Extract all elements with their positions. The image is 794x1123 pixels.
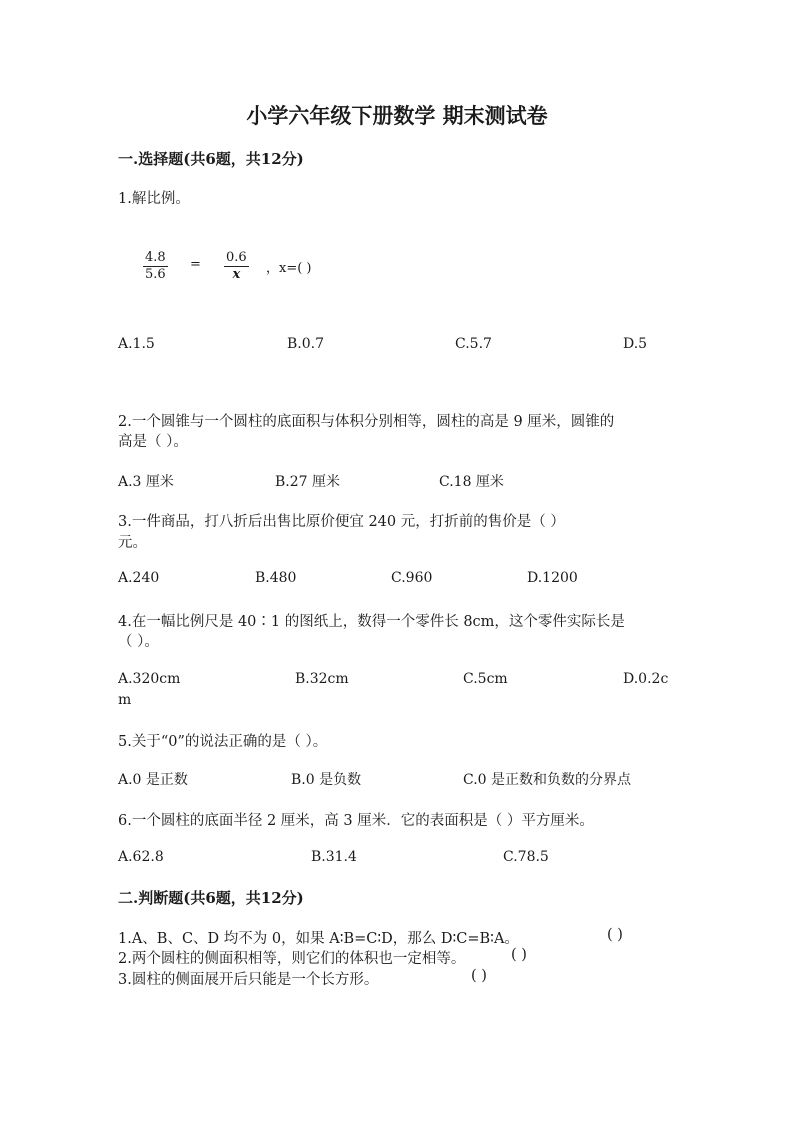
fraction-right-numerator: 0.6	[226, 250, 247, 265]
q4-option-d-wrap: m	[118, 692, 132, 708]
judgment-item-2-text: 2.两个圆柱的侧面积相等，则它们的体积也一定相等。	[118, 951, 466, 967]
q3-option-a: A.240	[118, 570, 160, 586]
q1-option-a: A.1.5	[118, 336, 155, 352]
q1-option-b: B.0.7	[287, 336, 325, 352]
q1-option-d: D.5	[623, 336, 648, 352]
question-2-line1: 2.一个圆锥与一个圆柱的底面积与体积分别相等，圆柱的高是 9 厘米，圆锥的	[118, 414, 615, 430]
fraction-left-denominator: 5.6	[145, 267, 166, 282]
question-5-stem: 5.关于“0”的说法正确的是（ ）。	[118, 734, 328, 750]
judgment-item-2-blank: ( )	[511, 947, 527, 963]
equals-sign: =	[190, 257, 201, 272]
q3-option-d: D.1200	[527, 570, 578, 586]
q4-option-b: B.32cm	[295, 671, 349, 687]
fraction-left	[143, 250, 168, 283]
section-heading-judgment: 二.判断题(共6题，共12分)	[118, 889, 304, 907]
q6-option-a: A.62.8	[118, 849, 164, 865]
q4-option-a: A.320cm	[118, 671, 181, 687]
q5-option-b: B.0 是负数	[291, 772, 362, 788]
judgment-item-1-blank: ( )	[607, 927, 623, 943]
question-4-line1: 4.在一幅比例尺是 40∶1 的图纸上，数得一个零件长 8cm，这个零件实际长是	[118, 614, 625, 630]
q2-option-a: A.3 厘米	[118, 474, 174, 490]
q4-option-c: C.5cm	[463, 671, 508, 687]
q5-option-a: A.0 是正数	[118, 772, 188, 788]
q3-option-b: B.480	[255, 570, 297, 586]
judgment-item-3-blank: ( )	[471, 968, 487, 984]
q3-option-c: C.960	[391, 570, 433, 586]
q6-option-b: B.31.4	[311, 849, 357, 865]
judgment-item-1-text: 1.A、B、C、D 均不为 0，如果 A∶B=C∶D，那么 D∶C=B∶A。	[118, 931, 519, 947]
q5-option-c: C.0 是正数和负数的分界点	[463, 772, 632, 788]
question-3-line2: 元。	[118, 535, 147, 551]
q2-option-c: C.18 厘米	[439, 474, 504, 490]
fraction-right-denominator: x	[232, 267, 241, 282]
question-4-line2: （ ）。	[118, 634, 159, 650]
fraction-left-numerator: 4.8	[145, 250, 166, 265]
q1-option-c: C.5.7	[455, 336, 492, 352]
judgment-item-3-text: 3.圆柱的侧面展开后只能是一个长方形。	[118, 972, 379, 988]
question-1-tail: ，x=( )	[266, 261, 312, 276]
q4-option-d: D.0.2c	[623, 671, 669, 687]
fraction-right	[224, 250, 249, 283]
page-title: 小学六年级下册数学 期末测试卷	[246, 103, 548, 128]
question-1-stem: 1.解比例。	[118, 191, 190, 207]
q2-option-b: B.27 厘米	[275, 474, 341, 490]
question-6-stem: 6.一个圆柱的底面半径 2 厘米，高 3 厘米．它的表面积是（ ）平方厘米。	[118, 813, 594, 829]
question-3-line1: 3.一件商品，打八折后出售比原价便宜 240 元，打折前的售价是（ ）	[118, 514, 565, 530]
question-2-line2: 高是（ ）。	[118, 434, 188, 450]
section-heading-choice: 一.选择题(共6题，共12分)	[118, 150, 304, 168]
q6-option-c: C.78.5	[503, 849, 549, 865]
